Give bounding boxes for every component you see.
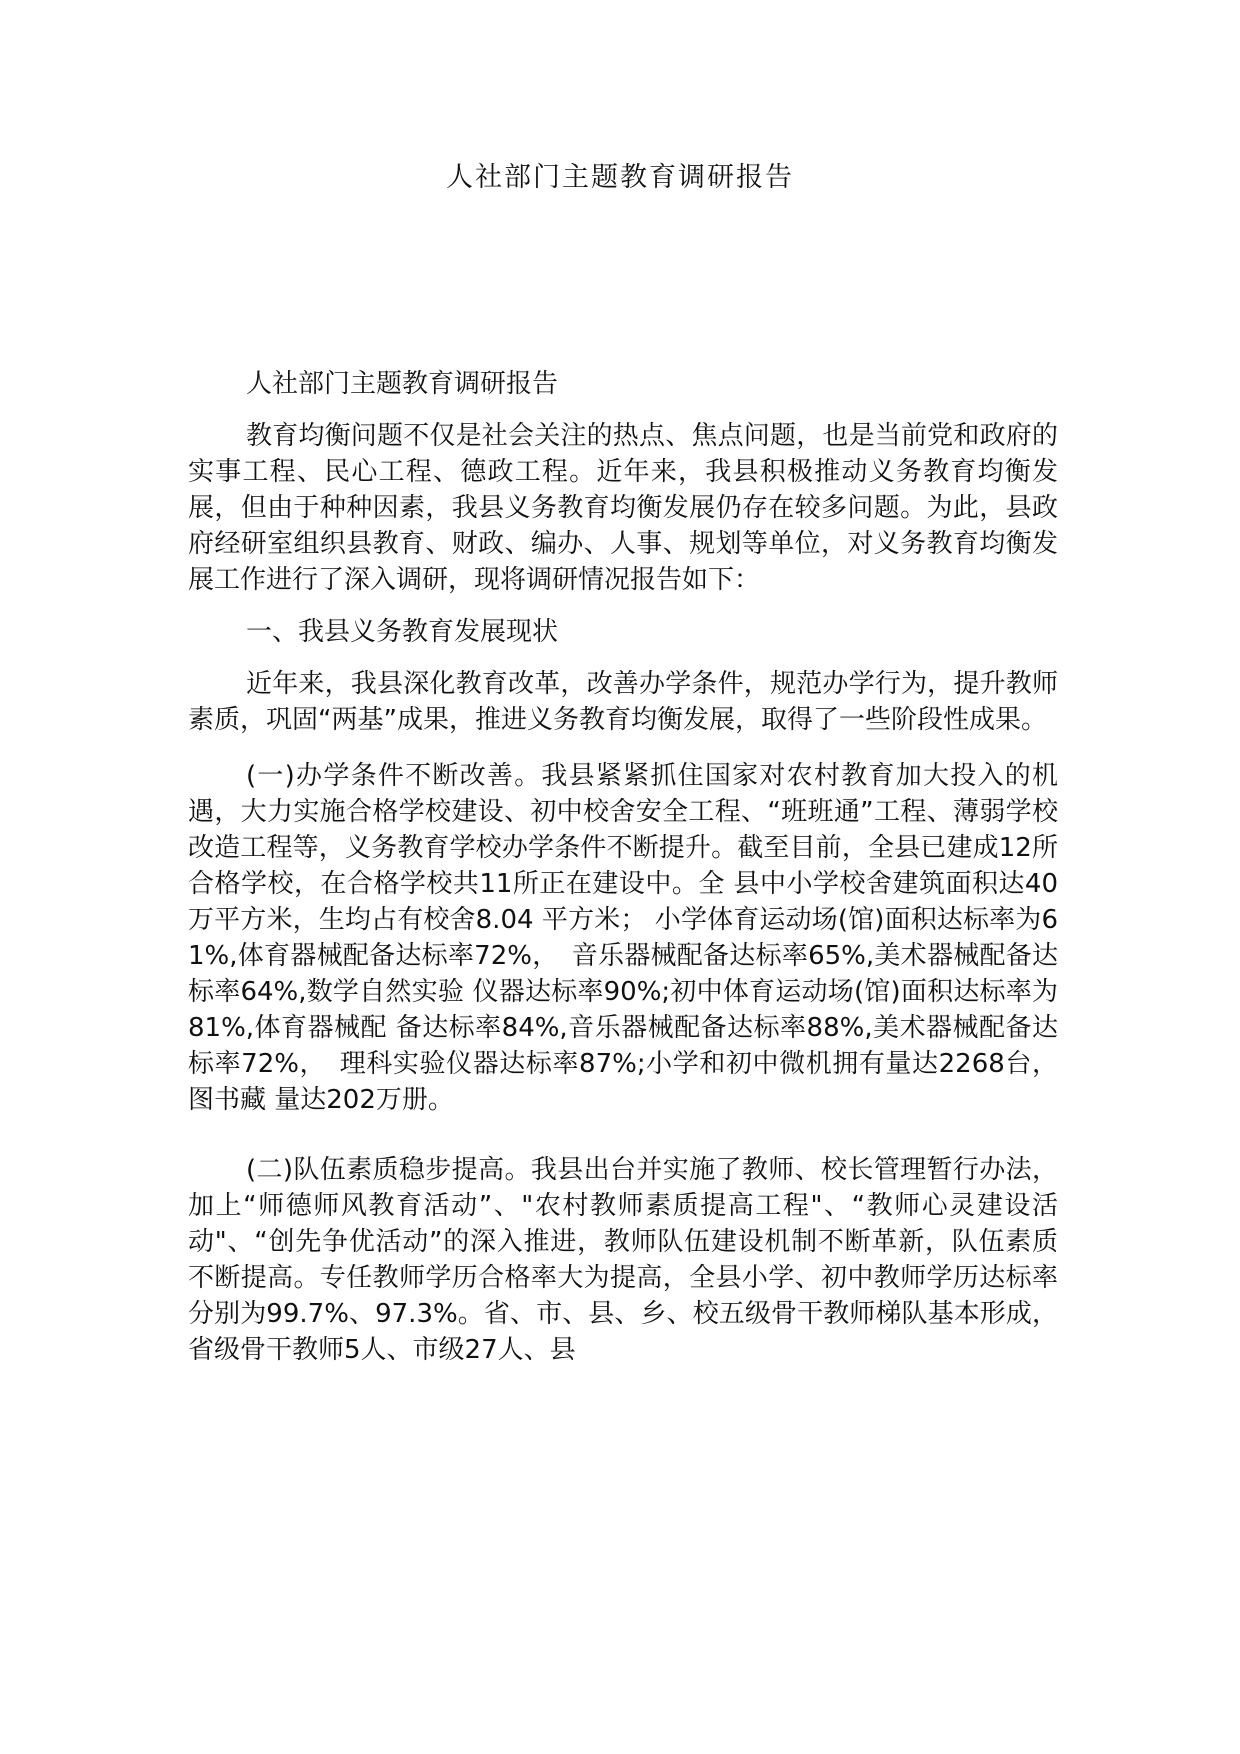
item-two-paragraph: (二)队伍素质稳步提高。我县出台并实施了教师、校长管理暂行办法，加上“师德师风教育活动”、"农村教师素质提高工程"、“教师心灵建设活动"、“创先争优活动”的深入推进，教师队伍建设机制不断革新，队伍素质不断提高。专任教师学历合格率大为提高，全县小学、初中教师学历达标率分别为99.7%、97.3%。省、市、县、乡、校五级骨干教师梯队基本形成，省级骨干教师5人、市级27人、县	[188, 1155, 1058, 1365]
document-body	[188, 366, 1058, 1402]
document-subtitle: 人社部门主题教育调研报告	[246, 369, 559, 399]
section-heading: 一、我县义务教育发展现状	[246, 617, 559, 647]
document-title: 人社部门主题教育调研报告	[446, 162, 794, 193]
intro-paragraph: 教育均衡问题不仅是社会关注的热点、焦点问题，也是当前党和政府的实事工程、民心工程、德政工程。近年来，我县积极推动义务教育均衡发展，但由于种种因素，我县义务教育均衡发展仍存在较多问题。为此，县政府经研室组织县教育、财政、编办、人事、规划等单位，对义务教育均衡发展工作进行了深入调研，现将调研情况报告如下：	[188, 421, 1058, 595]
section-intro-paragraph: 近年来，我县深化教育改革，改善办学条件，规范办学行为，提升教师素质，巩固“两基”成果，推进义务教育均衡发展，取得了一些阶段性成果。	[188, 669, 1058, 735]
item-one-paragraph: (一)办学条件不断改善。我县紧紧抓住国家对农村教育加大投入的机遇，大力实施合格学校建设、初中校舍安全工程、“班班通”工程、薄弱学校改造工程等，义务教育学校办学条件不断提升。截至目前，全县已建成12所合格学校，在合格学校共11所正在建设中。全 县中小学校舍建筑面积达40万平方米，生均占有校舍8.04 平方米； 小学体育运动场(馆)面积达标率为61%,体育器械配备达标率72%， 音乐器械配备达标率65%,美术器械配备达标率64%,数学自然实验 仪器达标率90%;初中体育运动场(馆)面积达标率为81%,体育器械配 备达标率84%,音乐器械配备达标率88%,美术器械配备达标率72%， 理科实验仪器达标率87%;小学和初中微机拥有量达2268台，图书藏 量达202万册。	[188, 761, 1058, 1115]
